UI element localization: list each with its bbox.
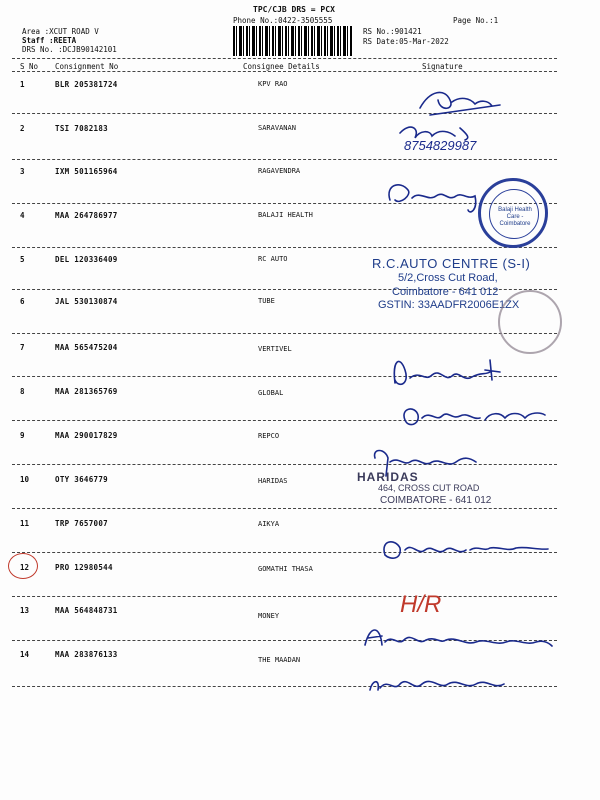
row-sno: 9 <box>20 431 25 440</box>
row-sno: 4 <box>20 211 25 220</box>
row-consignment: MAA 290017829 <box>55 431 118 440</box>
row-sno: 6 <box>20 297 25 306</box>
staff-label: Staff :REETA <box>22 36 77 45</box>
rc-auto-stamp-address1: 5/2,Cross Cut Road, <box>398 272 498 284</box>
row-sno: 14 <box>20 650 30 659</box>
row-consignment: BLR 205381724 <box>55 80 118 89</box>
row-sno: 10 <box>20 475 30 484</box>
row-consignee: MONEY <box>258 612 280 620</box>
balaji-stamp <box>478 178 548 248</box>
handwritten-phone: 8754829987 <box>404 138 477 153</box>
row-sno: 1 <box>20 80 25 89</box>
row-consignee: BALAJI HEALTH <box>258 211 313 219</box>
signature-row-8 <box>404 409 545 425</box>
row-sno: 3 <box>20 167 25 176</box>
row-consignment: DEL 120336409 <box>55 255 118 264</box>
page-number: Page No.:1 <box>453 16 499 25</box>
rc-auto-stamp-address2: Coimbatore - 641 012 <box>392 286 499 298</box>
signature-row-14a <box>365 630 552 646</box>
haridas-stamp-line2: 464, CROSS CUT ROAD <box>378 483 480 493</box>
col-consignment: Consignment No <box>55 62 119 71</box>
row-consignment: TSI 7082183 <box>55 124 108 133</box>
row-consignment: MAA 565475204 <box>55 343 118 352</box>
row-consignment: TRP 7657007 <box>55 519 108 528</box>
rs-number: RS No.:901421 <box>363 27 422 36</box>
row-consignee: GLOBAL <box>258 389 284 397</box>
rs-date: RS Date:05-Mar-2022 <box>363 37 449 46</box>
row-consignment: JAL 530130874 <box>55 297 118 306</box>
row-consignee: RC AUTO <box>258 255 288 263</box>
row-consignee: RAGAVENDRA <box>258 167 301 175</box>
col-consignee: Consignee Details <box>243 62 320 71</box>
row-consignee: AIKYA <box>258 520 280 528</box>
signature-row-1 <box>420 92 500 115</box>
row-consignee: SARAVANAN <box>258 124 296 132</box>
row-consignment: OTY 3646779 <box>55 475 108 484</box>
row-consignment: MAA 283876133 <box>55 650 118 659</box>
row-consignment: MAA 281365769 <box>55 387 118 396</box>
row-consignee: KPV RAO <box>258 80 288 88</box>
signature-row-7 <box>394 360 500 384</box>
rc-auto-stamp-name: R.C.AUTO CENTRE (S-I) <box>372 256 531 271</box>
rc-auto-round-seal <box>498 290 562 354</box>
row-sno: 12 <box>20 563 30 572</box>
col-signature: Signature <box>422 62 463 71</box>
signature-row-14b <box>370 681 504 690</box>
report-title: TPC/CJB DRS = PCX <box>253 5 335 14</box>
area-label: Area :XCUT ROAD V <box>22 27 99 36</box>
phone-number: Phone No.:0422-3505555 <box>233 16 333 25</box>
row-consignment: MAA 264786977 <box>55 211 118 220</box>
row-sno: 13 <box>20 606 30 615</box>
row-consignment: MAA 564848731 <box>55 606 118 615</box>
signature-row-12 <box>384 542 548 558</box>
drs-number: DRS No. :DCJB90142101 <box>22 45 117 54</box>
row-consignee: THE MAADAN <box>258 656 301 664</box>
row-sno: 7 <box>20 343 25 352</box>
row-consignee: GOMATHI THASA <box>258 565 313 573</box>
balaji-stamp-text: Balaji Health Care - Coimbatore <box>498 207 532 227</box>
row-consignee: TUBE <box>258 297 275 305</box>
haridas-stamp-line3: COIMBATORE - 641 012 <box>380 495 492 506</box>
signature-row-3 <box>389 185 476 212</box>
rc-auto-stamp-gstin: GSTIN: 33AADFR2006E1ZX <box>378 299 520 311</box>
haridas-stamp-line1: HARIDAS <box>357 470 419 484</box>
row-consignment: IXM 501165964 <box>55 167 118 176</box>
row-sno: 11 <box>20 519 30 528</box>
row-sno: 2 <box>20 124 25 133</box>
row-consignment: PRO 12980544 <box>55 563 113 572</box>
row-consignee: REPCO <box>258 432 280 440</box>
row-sno: 5 <box>20 255 25 264</box>
col-sno: S No <box>20 62 39 71</box>
row-consignee: HARIDAS <box>258 477 288 485</box>
handwritten-hr-mark: H/R <box>400 591 442 618</box>
row-sno: 8 <box>20 387 25 396</box>
row-consignee: VERTIVEL <box>258 345 292 353</box>
